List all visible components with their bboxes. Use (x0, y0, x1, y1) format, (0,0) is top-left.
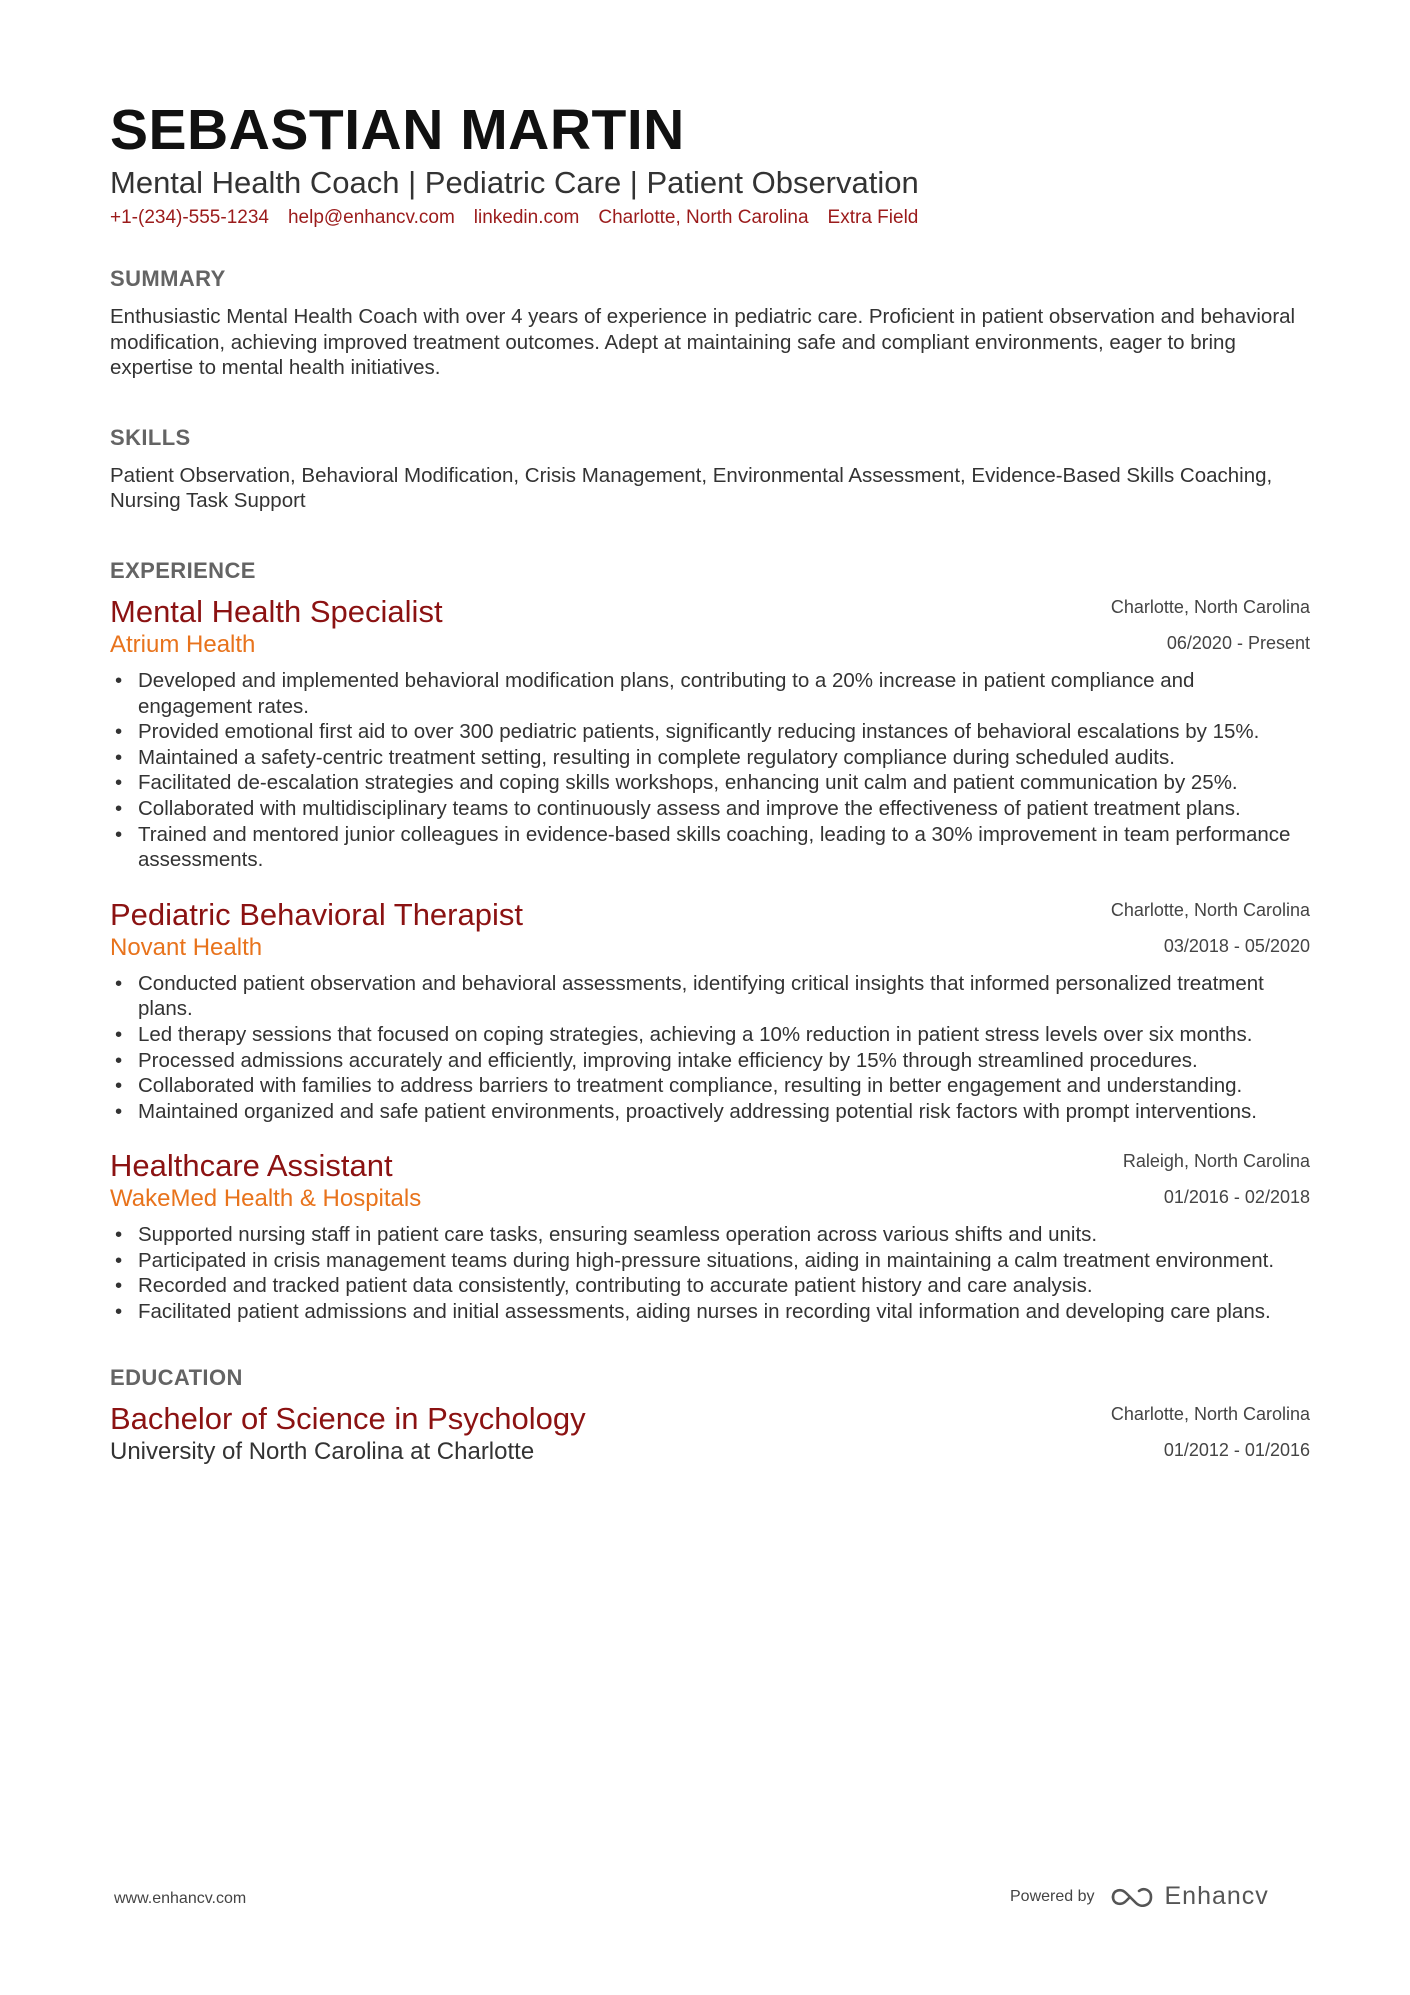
resume-content (110, 98, 1310, 1467)
job-company: Novant Health (110, 933, 263, 961)
job-location: Charlotte, North Carolina (1110, 596, 1310, 617)
bullet-item: • Trained and mentored junior colleagues in evidence-based skills coaching, leading to a 30% improvement in team performance assessments. (110, 822, 1310, 873)
experience-title: EXPERIENCE (110, 557, 256, 583)
skills-title: SKILLS (110, 424, 191, 450)
powered-by-label: Powered by (1010, 1887, 1095, 1905)
bullet-item: • Maintained organized and safe patient environments, proactively addressing potential risk factors with prompt interventions. (110, 1099, 1310, 1125)
contact-row (110, 206, 1310, 230)
candidate-name: SEBASTIAN MARTIN (110, 98, 685, 162)
footer-branding (1010, 1882, 1269, 1911)
footer-website[interactable]: www.enhancv.com (114, 1890, 247, 1907)
experience-entry (110, 1148, 1310, 1324)
job-meta (1123, 1150, 1310, 1208)
experience-entry (110, 897, 1310, 1125)
education-dates: 01/2012 - 01/2016 (1163, 1439, 1310, 1460)
job-location: Charlotte, North Carolina (1110, 899, 1310, 920)
bullet-item: • Maintained a safety-centric treatment setting, resulting in complete regulatory compliance during scheduled audits. (110, 745, 1310, 771)
job-bullets (110, 1222, 1310, 1324)
bullet-item: • Collaborated with families to address barriers to treatment compliance, resulting in better engagement and understanding. (110, 1073, 1310, 1099)
bullet-item: • Supported nursing staff in patient care tasks, ensuring seamless operation across various shifts and units. (110, 1222, 1310, 1248)
contact-location: Charlotte, North Carolina (598, 207, 809, 228)
job-bullets (110, 668, 1310, 873)
job-meta (1111, 899, 1310, 957)
bullet-item: • Led therapy sessions that focused on coping strategies, achieving a 10% reduction in patient stress levels over six months. (110, 1022, 1310, 1048)
contact-linkedin[interactable]: linkedin.com (473, 207, 580, 228)
job-role: Mental Health Specialist (110, 593, 443, 629)
job-role: Healthcare Assistant (110, 1148, 393, 1184)
bullet-item: • Collaborated with multidisciplinary teams to continuously assess and improve the effectiveness of patient treatment plans. (110, 796, 1310, 822)
job-dates: 06/2020 - Present (1166, 632, 1310, 653)
education-location: Charlotte, North Carolina (1110, 1403, 1310, 1424)
enhancv-logo[interactable] (1109, 1882, 1269, 1911)
bullet-item: • Recorded and tracked patient data consistently, contributing to accurate patient history and care analysis. (110, 1273, 1310, 1299)
contact-email[interactable]: help@enhancv.com (287, 207, 455, 228)
summary-section (110, 266, 1310, 381)
job-bullets (110, 971, 1310, 1125)
education-title: EDUCATION (110, 1364, 243, 1390)
job-role: Pediatric Behavioral Therapist (110, 896, 523, 932)
bullet-item: • Conducted patient observation and behavioral assessments, identifying critical insights that informed personalized treatment plans. (110, 971, 1310, 1022)
job-company: WakeMed Health & Hospitals (110, 1185, 422, 1213)
job-dates: 03/2018 - 05/2020 (1163, 935, 1310, 956)
summary-title: SUMMARY (110, 266, 226, 291)
skills-section (110, 425, 1310, 514)
skills-text: Patient Observation, Behavioral Modification, Crisis Management, Environmental Assessment, Evidence-Based Skills Coaching, Nursing Task Support (110, 463, 1273, 513)
brand-name: Enhancv (1164, 1882, 1269, 1910)
summary-text: Enthusiastic Mental Health Coach with over 4 years of experience in pediatric care. Proficient in patient observation and behavioral modification, achieving improved treatment outcomes. Adept at maintaining safe and compliant environments, eager to bring expertise to mental health initiatives. (110, 305, 1296, 380)
contact-phone[interactable]: +1-(234)-555-1234 (110, 207, 269, 228)
education-section (110, 1365, 1310, 1467)
contact-extra-field: Extra Field (827, 207, 919, 228)
enhancv-logo-icon (1109, 1884, 1157, 1910)
education-meta (1111, 1403, 1310, 1461)
job-meta (1111, 596, 1310, 654)
degree: Bachelor of Science in Psychology (110, 1400, 586, 1436)
experience-entry (110, 594, 1310, 873)
bullet-item: • Facilitated patient admissions and initial assessments, aiding nurses in recording vital information and developing care plans. (110, 1299, 1310, 1325)
bullet-item: • Facilitated de-escalation strategies and coping skills workshops, enhancing unit calm and patient communication by 25%. (110, 770, 1310, 796)
education-entry (110, 1401, 1310, 1467)
job-company: Atrium Health (110, 630, 256, 658)
bullet-item: • Provided emotional first aid to over 300 pediatric patients, significantly reducing instances of behavioral escalations by 15%. (110, 719, 1310, 745)
bullet-item: • Developed and implemented behavioral modification plans, contributing to a 20% increase in patient compliance and engagement rates. (110, 668, 1310, 719)
job-location: Raleigh, North Carolina (1122, 1151, 1310, 1172)
bullet-item: • Processed admissions accurately and efficiently, improving intake efficiency by 15% through streamlined procedures. (110, 1048, 1310, 1074)
school-name: University of North Carolina at Charlotte (110, 1437, 535, 1465)
headline: Mental Health Coach | Pediatric Care | Patient Observation (110, 165, 919, 200)
bullet-item: • Participated in crisis management teams during high-pressure situations, aiding in maintaining a calm treatment environment. (110, 1248, 1310, 1274)
experience-section (110, 558, 1310, 1325)
job-dates: 01/2016 - 02/2018 (1163, 1187, 1310, 1208)
